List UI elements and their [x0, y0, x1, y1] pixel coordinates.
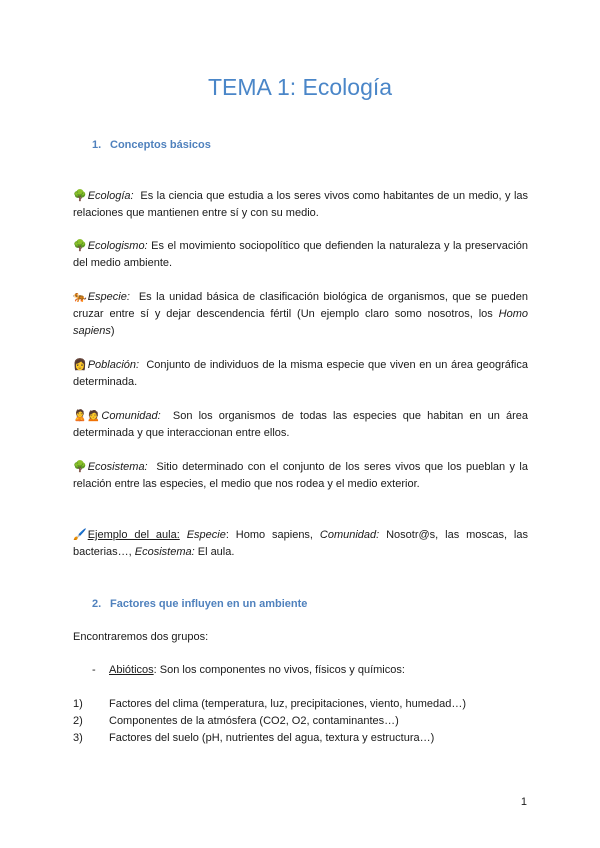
- paintbrush-icon: 🖌️: [73, 529, 87, 541]
- list-item: [73, 730, 466, 747]
- definition-poblacion: [73, 357, 532, 391]
- example-value: Nosotr@s, las moscas, las bacterias…,: [73, 529, 532, 558]
- definition-especie: [73, 289, 532, 340]
- tree-icon: 🌳: [73, 190, 87, 202]
- definition-ecosistema: [73, 459, 532, 493]
- abioticos-item: [92, 664, 405, 676]
- woman-icon: 👩: [73, 359, 87, 371]
- tree-icon: 🌳: [73, 240, 87, 252]
- definition-text: Son los organismos de todas las especies que habitan en un área determinada y que interaccionan entre ellos.: [73, 410, 532, 439]
- abioticos-label: Abióticos: [109, 664, 154, 676]
- definition-ecologia: [73, 188, 532, 222]
- example-value: : Homo sapiens,: [225, 529, 320, 541]
- definition-text-end: ): [110, 325, 115, 337]
- definition-term: Ecología:: [87, 190, 134, 202]
- list-item: [73, 696, 466, 713]
- section-label: Factores que influyen en un ambiente: [110, 598, 308, 610]
- section-number: 2.: [92, 598, 102, 610]
- list-text: Factores del clima (temperatura, luz, precipitaciones, viento, humedad…): [109, 698, 467, 710]
- definition-term: Ecologismo:: [87, 240, 148, 252]
- example-term: Comunidad:: [319, 529, 380, 541]
- page-title: TEMA 1: Ecología: [207, 74, 393, 100]
- intro-text: Encontraremos dos grupos:: [73, 631, 209, 643]
- dash-bullet: -: [92, 664, 96, 676]
- definition-text: Conjunto de individuos de la misma especie que viven en un área geográfica determinada.: [73, 359, 532, 388]
- definition-text: Es el movimiento sociopolítico que defienden la naturaleza y la preservación del medio ambiente.: [73, 240, 532, 269]
- list-number: 1): [73, 698, 83, 710]
- section-number: 1.: [92, 139, 102, 151]
- section-heading-1: [92, 139, 211, 151]
- list-number: 2): [73, 715, 83, 727]
- page-number: 1: [520, 796, 527, 808]
- example-term: Ecosistema:: [134, 546, 195, 558]
- definition-text: Es la ciencia que estudia a los seres vivos como habitantes de un medio, y las relaciones que mantienen entre sí y con su medio.: [73, 190, 532, 219]
- definition-term: Ecosistema:: [87, 461, 148, 473]
- definition-italic: Homo sapiens: [73, 308, 528, 337]
- definition-comunidad: [73, 408, 532, 442]
- people-icon: 🙎🙍: [73, 410, 101, 422]
- definition-term: Especie:: [87, 291, 130, 303]
- list-number: 3): [73, 732, 83, 744]
- definition-term: Población:: [87, 359, 140, 371]
- tiger-icon: 🐅: [73, 291, 87, 303]
- classroom-example: [73, 527, 532, 561]
- factors-list: [73, 696, 466, 747]
- definition-text: Es la unidad básica de clasificación biológica de organismos, que se pueden cruzar entre sí y dejar descendencia fértil (Un ejemplo claro somo nosotros, los: [73, 291, 532, 320]
- tree-icon: 🌳: [73, 461, 87, 473]
- list-item: [73, 713, 466, 730]
- abioticos-text: : Son los componentes no vivos, físicos y químicos:: [153, 664, 405, 676]
- definition-term: Comunidad:: [101, 410, 161, 422]
- list-text: Componentes de la atmósfera (CO2, O2, contaminantes…): [109, 715, 399, 727]
- example-term: Especie: [186, 529, 226, 541]
- section-heading-2: [92, 598, 307, 610]
- section-label: Conceptos básicos: [110, 139, 211, 151]
- definition-ecologismo: [73, 238, 532, 272]
- list-text: Factores del suelo (pH, nutrientes del agua, textura y estructura…): [109, 732, 435, 744]
- example-value: El aula.: [194, 546, 235, 558]
- definition-text: Sitio determinado con el conjunto de los seres vivos que los pueblan y la relación entre las especies, el medio que nos rodea y el medio exterior.: [73, 461, 532, 490]
- example-label: Ejemplo del aula:: [87, 529, 180, 541]
